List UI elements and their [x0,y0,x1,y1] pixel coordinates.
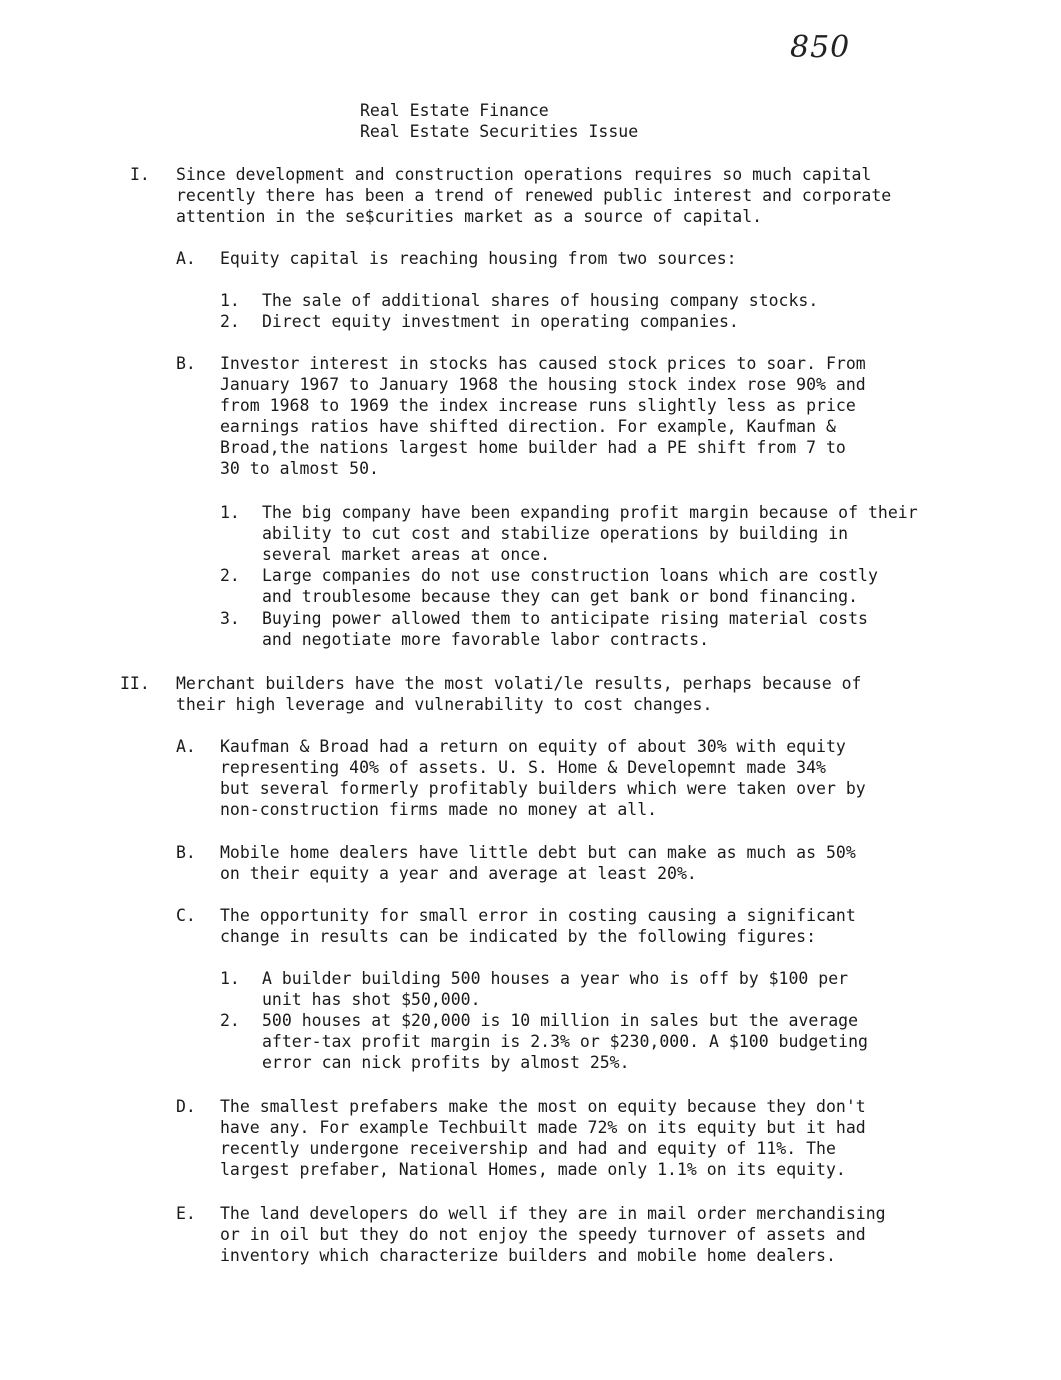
subitem-label: 1. [220,291,240,310]
paragraph-line: January 1967 to January 1968 the housing stock index rose 90% and [220,375,866,394]
paragraph-line: Equity capital is reaching housing from two sources: [220,249,737,268]
paragraph-line: unit has shot $50,000. [262,990,481,1009]
item-label: C. [176,906,196,925]
paragraph-line: Mobile home dealers have little debt but can make as much as 50% [220,843,856,862]
subitem-label: 1. [220,503,240,522]
subitem-label: 2. [220,566,240,585]
paragraph-line: Buying power allowed them to anticipate rising material costs [262,609,868,628]
paragraph-line: representing 40% of assets. U. S. Home & Developemnt made 34% [220,758,826,777]
item-label: A. [176,249,196,268]
paragraph-line: 30 to almost 50. [220,459,379,478]
subitem-label: 2. [220,1011,240,1030]
paragraph-line: The land developers do well if they are in mail order merchandising [220,1204,886,1223]
title-line-2: Real Estate Securities Issue [360,122,639,141]
paragraph-line: from 1968 to 1969 the index increase runs slightly less as price [220,396,856,415]
paragraph-line: after-tax profit margin is 2.3% or $230,000. A $100 budgeting [262,1032,868,1051]
paragraph-line: Direct equity investment in operating companies. [262,312,739,331]
paragraph-line: earnings ratios have shifted direction. For example, Kaufman & [220,417,836,436]
paragraph-line: Large companies do not use construction loans which are costly [262,566,878,585]
paragraph-line: their high leverage and vulnerability to cost changes. [176,695,713,714]
paragraph-line: largest prefaber, National Homes, made only 1.1% on its equity. [220,1160,846,1179]
paragraph-line: several market areas at once. [262,545,551,564]
paragraph-line: and negotiate more favorable labor contracts. [262,630,710,649]
item-label: A. [176,737,196,756]
paragraph-line: on their equity a year and average at least 20%. [220,864,697,883]
paragraph-line: The smallest prefabers make the most on equity because they don't [220,1097,866,1116]
paragraph-line: Merchant builders have the most volati/le results, perhaps because of [176,674,862,693]
paragraph-line: recently there has been a trend of renewed public interest and corporate [176,186,892,205]
subitem-label: 3. [220,609,240,628]
paragraph-line: but several formerly profitably builders which were taken over by [220,779,866,798]
paragraph-line: 500 houses at $20,000 is 10 million in sales but the average [262,1011,859,1030]
paragraph-line: or in oil but they do not enjoy the speedy turnover of assets and [220,1225,866,1244]
paragraph-line: have any. For example Techbuilt made 72% on its equity but it had [220,1118,866,1137]
item-label: B. [176,843,196,862]
paragraph-line: error can nick profits by almost 25%. [262,1053,630,1072]
item-label: D. [176,1097,196,1116]
handwritten-page-number: 850 [790,30,851,65]
paragraph-line: inventory which characterize builders and mobile home dealers. [220,1246,836,1265]
paragraph-line: and troublesome because they can get bank or bond financing. [262,587,859,606]
paragraph-line: change in results can be indicated by the following figures: [220,927,817,946]
subitem-label: 2. [220,312,240,331]
subitem-label: 1. [220,969,240,988]
paragraph-line: The opportunity for small error in costing causing a significant [220,906,856,925]
paragraph-line: Kaufman & Broad had a return on equity of about 30% with equity [220,737,846,756]
section-label: I. [130,165,150,184]
paragraph-line: Broad,the nations largest home builder had a PE shift from 7 to [220,438,846,457]
paragraph-line: recently undergone receivership and had and equity of 11%. The [220,1139,836,1158]
item-label: B. [176,354,196,373]
paragraph-line: Investor interest in stocks has caused stock prices to soar. From [220,354,866,373]
paragraph-line: The big company have been expanding profit margin because of their [262,503,918,522]
paragraph-line: ability to cut cost and stabilize operations by building in [262,524,849,543]
title-line-1: Real Estate Finance [360,101,549,120]
section-label: II. [120,674,150,693]
item-label: E. [176,1204,196,1223]
paragraph-line: Since development and construction operations requires so much capital [176,165,872,184]
paragraph-line: non-construction firms made no money at all. [220,800,658,819]
paragraph-line: The sale of additional shares of housing company stocks. [262,291,819,310]
paragraph-line: A builder building 500 houses a year who is off by $100 per [262,969,849,988]
paragraph-line: attention in the se$curities market as a source of capital. [176,207,763,226]
